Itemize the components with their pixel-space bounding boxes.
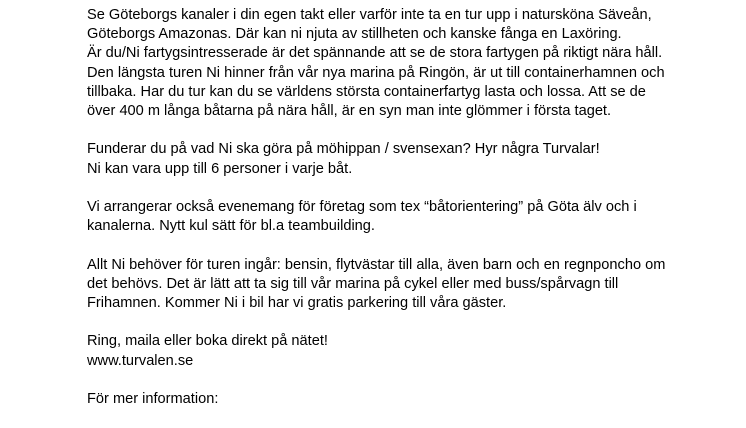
text-line: Är du/Ni fartygsintresserade är det spännande att se de stora fartygen på riktigt nära håll. xyxy=(87,45,663,62)
document-body xyxy=(87,6,737,428)
text-line: det behövs. Det är lätt att ta sig till vår marina på cykel eller med buss/spårvagn till xyxy=(87,275,619,292)
text-line: Funderar du på vad Ni ska göra på möhippan / svensexan? Hyr några Turvalar! xyxy=(87,141,600,158)
text-line: Vi arrangerar också evenemang för företag som tex “båtorientering” på Göta älv och i xyxy=(87,199,637,215)
paragraph-more-info xyxy=(87,390,737,409)
text-line: Allt Ni behöver för turen ingår: bensin, flytvästar till alla, även barn och en regnponcho om xyxy=(87,256,666,273)
text-line: Frihamnen. Kommer Ni i bil har vi gratis parkering till våra gäster. xyxy=(87,295,507,311)
text-line: Göteborgs Amazonas. Där kan ni njuta av stillheten och kanske fånga en Laxöring. xyxy=(87,26,622,43)
paragraph-included xyxy=(87,256,737,314)
text-line: Ni kan vara upp till 6 personer i varje båt. xyxy=(87,160,353,177)
paragraph-contact xyxy=(87,332,737,370)
text-line: kanalerna. Nytt kul sätt för bl.a teambuilding. xyxy=(87,218,375,235)
website-url: www.turvalen.se xyxy=(87,352,194,369)
paragraph-intro xyxy=(87,6,737,121)
text-line: tillbaka. Har du tur kan du se världens största containerfartyg lasta och lossa. Att se de xyxy=(87,83,646,100)
text-line: Den längsta turen Ni hinner från vår nya marina på Ringön, är ut till containerhamnen och xyxy=(87,64,665,81)
paragraph-party xyxy=(87,140,737,178)
text-line: Se Göteborgs kanaler i din egen takt eller varför inte ta en tur upp i natursköna Säveån, xyxy=(87,7,652,23)
text-line: över 400 m långa båtarna på nära håll, är en syn man inte glömmer i första taget. xyxy=(87,103,612,120)
paragraph-events xyxy=(87,198,737,236)
text-line: Ring, maila eller boka direkt på nätet! xyxy=(87,333,328,350)
text-line: För mer information: xyxy=(87,390,219,407)
